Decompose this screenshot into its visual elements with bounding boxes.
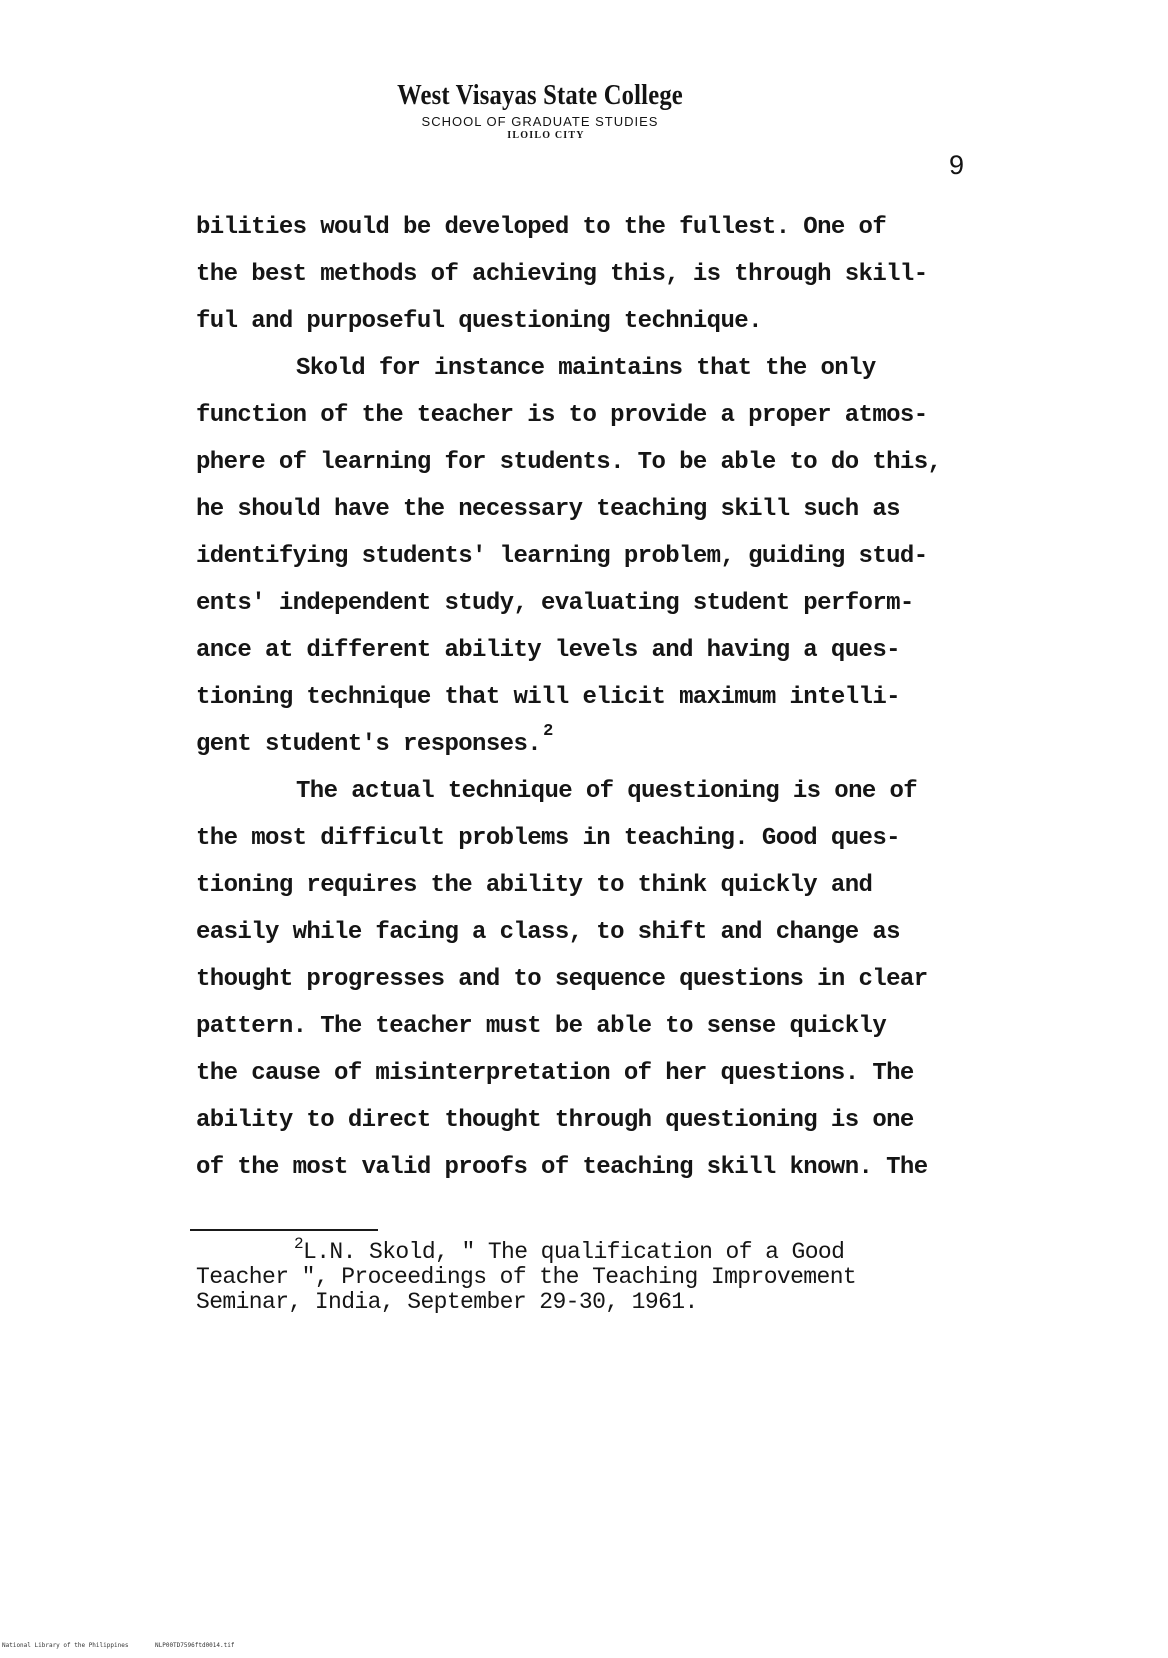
- body-line: the most difficult problems in teaching. Good ques-: [196, 825, 900, 852]
- body-line: Skold for instance maintains that the only: [296, 355, 876, 382]
- footnote: [196, 1235, 1026, 1315]
- file-imprint: NLP00TD7596ftd0014.tif: [155, 1642, 235, 1649]
- body-text: [196, 204, 1026, 1191]
- library-imprint: National Library of the Philippines: [2, 1642, 129, 1649]
- body-line: of the most valid proofs of teaching skill known. The: [196, 1154, 928, 1181]
- footnote-line: L.N. Skold, " The qualification of a Good: [303, 1239, 845, 1265]
- body-line: identifying students' learning problem, guiding stud-: [196, 543, 928, 570]
- letterhead: [300, 82, 780, 141]
- body-line: The actual technique of questioning is one of: [296, 778, 918, 805]
- footnote-line: Teacher ", Proceedings of the Teaching Improvement: [196, 1264, 857, 1290]
- body-line: thought progresses and to sequence questions in clear: [196, 966, 928, 993]
- body-line: ents' independent study, evaluating student perform-: [196, 590, 914, 617]
- body-line: bilities would be developed to the fullest. One of: [196, 214, 887, 241]
- body-line: tioning requires the ability to think quickly and: [196, 872, 873, 899]
- footnote-first-line: [196, 1235, 1026, 1265]
- body-line: ful and purposeful questioning technique.: [196, 308, 762, 335]
- footnote-mark: 2: [294, 1235, 304, 1253]
- city-name: ILOILO CITY: [507, 130, 585, 141]
- body-line: phere of learning for students. To be able to do this,: [196, 449, 942, 476]
- college-name: West Visayas State College: [397, 80, 683, 111]
- body-line: the cause of misinterpretation of her questions. The: [196, 1060, 914, 1087]
- body-line: function of the teacher is to provide a proper atmos-: [196, 402, 928, 429]
- footnote-line: Seminar, India, September 29-30, 1961.: [196, 1289, 698, 1315]
- body-line: easily while facing a class, to shift and change as: [196, 919, 900, 946]
- footnote-reference: 2: [543, 722, 553, 741]
- body-line-with-reference: [196, 721, 1026, 768]
- body-line: ability to direct thought through questioning is one: [196, 1107, 914, 1134]
- body-line: tioning technique that will elicit maximum intelli-: [196, 684, 900, 711]
- body-line: the best methods of achieving this, is through skill-: [196, 261, 928, 288]
- body-line: he should have the necessary teaching skill such as: [196, 496, 900, 523]
- body-line: ance at different ability levels and having a ques-: [196, 637, 900, 664]
- body-line: pattern. The teacher must be able to sense quickly: [196, 1013, 887, 1040]
- page-number: 9: [949, 150, 965, 180]
- footnote-divider: [190, 1229, 378, 1231]
- body-line: gent student's responses.: [196, 731, 542, 758]
- school-name: SCHOOL OF GRADUATE STUDIES: [421, 114, 659, 129]
